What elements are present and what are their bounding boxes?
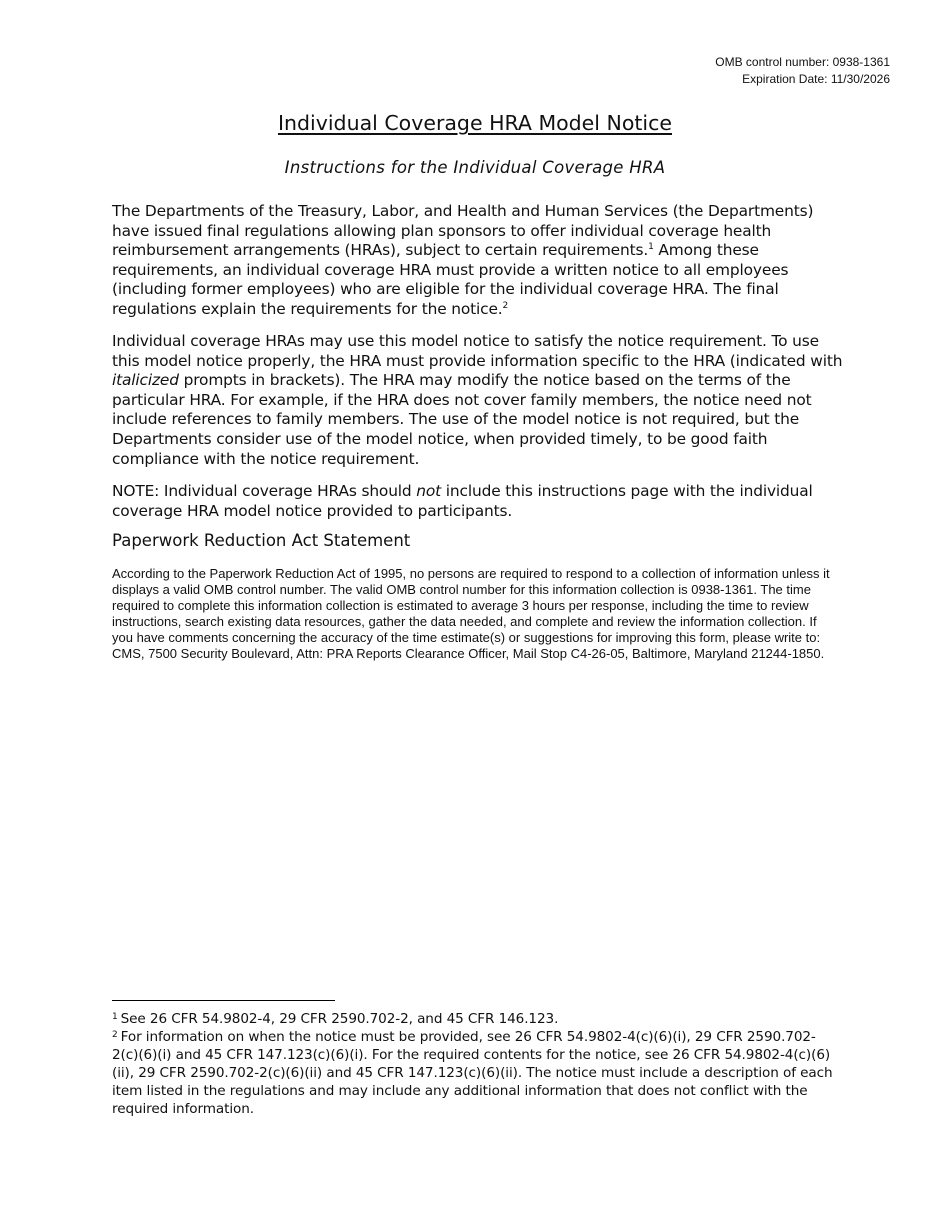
footnote-ref-2: 2 [502,300,509,311]
footnote-1 [112,1010,842,1028]
footnote-text-2: For information on when the notice must be provided, see 26 CFR 54.9802-4(c)(6)(i), 29 CFR 2590.702-2(c)(6)(i) and 45 CFR 147.123(c)(6)(i). For the required contents for the notice, see 26 CFR 54.9802-4(c)(6)(ii), 29 CFR 2590.702-2(c)(6)(ii) and 45 CFR 147.123(c)(6)(ii). The notice must include a description of each item listed in the regulations and may include any additional information that does not conflict with the required information. [112,1029,833,1117]
usage-text-b: prompts in brackets). The HRA may modify the notice based on the terms of the particular HRA. For example, if the HRA does not cover family members, the notice need not include references to family members. The use of the model notice is not required, but the Departments consider use of the model notice, when provided timely, to be good faith compliance with the notice requirement. [112,371,812,468]
intro-text-b: Among these requirements, an individual coverage HRA must provide a written notice to all employees (including former employees) who are eligible for the individual coverage HRA. The final regulations explain the requirements for the notice. [112,241,789,318]
footnote-2 [112,1028,842,1118]
note-text-a: NOTE: Individual coverage HRAs should [112,482,417,500]
intro-text-a: The Departments of the Treasury, Labor, and Health and Human Services (the Departments) have issued final regulations allowing plan sponsors to offer individual coverage health reimbursement arrangements (HRAs), subject to certain requirements. [112,202,814,260]
footnote-text-1: See 26 CFR 54.9802-4, 29 CFR 2590.702-2, and 45 CFR 146.123. [120,1011,559,1027]
usage-paragraph [112,332,844,469]
footnote-mark-2: 2 [112,1030,118,1040]
pra-statement: According to the Paperwork Reduction Act of 1995, no persons are required to respond to a collection of information unless it displays a valid OMB control number. The valid OMB control number for this information collection is 0938-1361. The time required to complete this information collection is estimated to average 3 hours per response, including the time to review instructions, search existing data resources, gather the data needed, and complete and review the information collection. If you have comments concerning the accuracy of the time estimate(s) or suggestions for improving this form, please write to: CMS, 7500 Security Boulevard, Attn: PRA Reports Clearance Officer, Mail Stop C4-26-05, Baltimore, Maryland 21244-1850. [112,566,830,661]
usage-text-a: Individual coverage HRAs may use this model notice to satisfy the notice requirement. To use this model notice properly, the HRA must provide information specific to the HRA (indicated with [112,332,843,370]
footnote-divider [112,1000,335,1001]
document-subtitle: Instructions for the Individual Coverage HRA [284,158,666,177]
omb-header [715,54,890,88]
usage-emphasis: italicized [112,371,179,390]
note-text-b: include this instructions page with the individual coverage HRA model notice provided to participants. [112,482,813,520]
intro-paragraph [112,202,844,320]
note-paragraph [112,482,844,521]
footnote-mark-1: 1 [112,1012,118,1022]
document-title: Individual Coverage HRA Model Notice [277,111,672,135]
omb-control-number: OMB control number: 0938-1361 [715,55,890,69]
pra-heading: Paperwork Reduction Act Statement [112,531,411,550]
expiration-date: Expiration Date: 11/30/2026 [742,72,890,86]
footnote-ref-1: 1 [648,242,654,253]
note-emphasis: not [416,482,442,500]
